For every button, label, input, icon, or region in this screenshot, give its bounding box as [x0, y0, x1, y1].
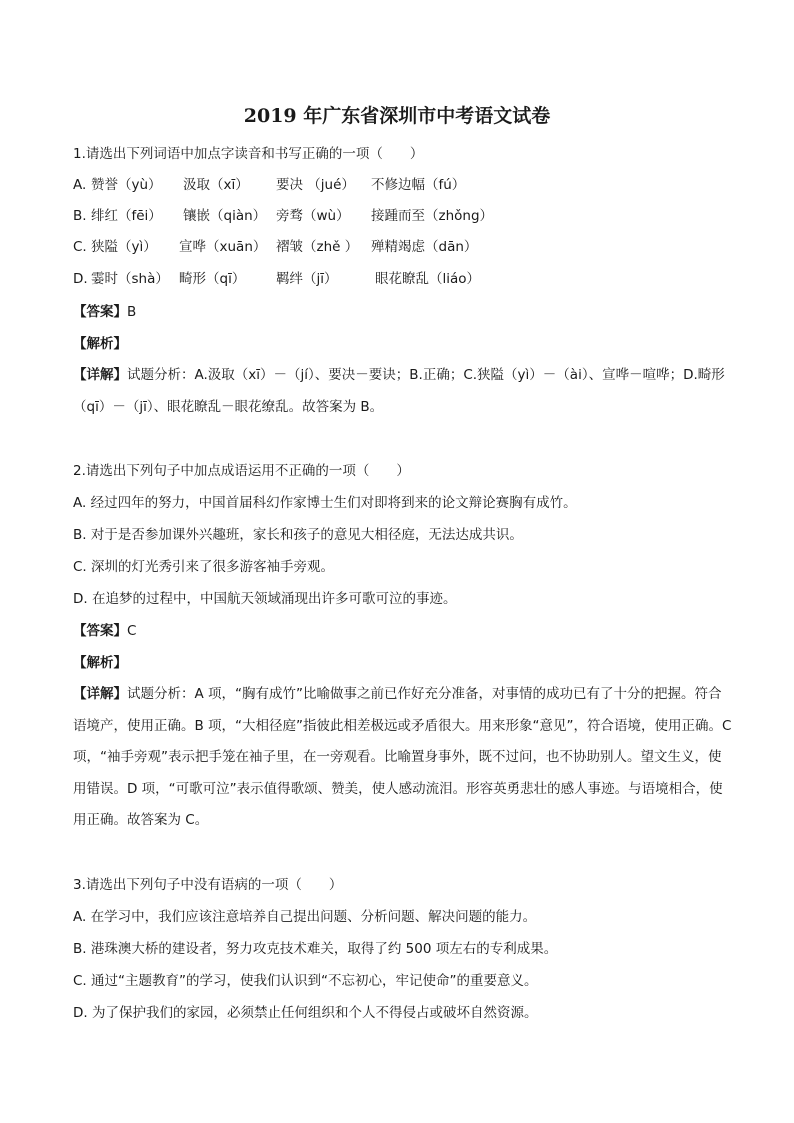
- answer-value: C: [127, 623, 137, 639]
- question-1-analysis: [73, 334, 733, 354]
- question-2-option-c: [73, 557, 733, 577]
- option-item: 羁绊（jī）: [276, 271, 338, 287]
- question-2-option-d: [73, 589, 733, 609]
- option-text: 经过四年的努力，中国首届科幻作家博士生们对即将到来的论文辩论赛胸有成竹。: [90, 495, 577, 511]
- question-2-detail: [73, 679, 733, 837]
- question-2-analysis: [73, 653, 733, 673]
- question-2-stem: 2.请选出下列句子中加点成语运用不正确的一项（ ）: [73, 463, 410, 479]
- question-2-answer: [73, 621, 733, 641]
- option-item: 赞誉（yù）: [91, 177, 162, 193]
- option-item: 绯红（fēi）: [91, 208, 162, 224]
- question-1-detail: [73, 360, 733, 423]
- analysis-tag: 【解析】: [73, 336, 127, 352]
- question-3-option-c: [73, 971, 733, 991]
- page-title: 2019 年广东省深圳市中考语文试卷: [243, 105, 551, 127]
- option-item: 要决 （jué）: [276, 177, 355, 193]
- analysis-tag: 【解析】: [73, 655, 127, 671]
- option-item: 接踵而至（zhǒng）: [371, 208, 494, 224]
- question-1-stem: 1.请选出下列词语中加点字读音和书写正确的一项（ ）: [73, 146, 424, 162]
- question-1-option-a: [73, 175, 733, 195]
- question-2-option-b: [73, 525, 733, 545]
- question-3-option-a: [73, 907, 733, 927]
- option-text: 在学习中，我们应该注意培养自己提出问题、分析问题、解决问题的能力。: [90, 909, 537, 925]
- question-3-stem: 3.请选出下列句子中没有语病的一项（ ）: [73, 877, 343, 893]
- option-item: 眼花瞭乱（liáo）: [375, 271, 481, 287]
- option-item: 镶嵌（qiàn）: [183, 208, 267, 224]
- option-item: 宣哗（xuān）: [179, 239, 267, 255]
- option-text: 深圳的灯光秀引来了很多游客袖手旁观。: [91, 559, 335, 575]
- detail-tag: 【详解】: [73, 686, 127, 702]
- question-1-answer: [73, 302, 733, 322]
- option-label: C.: [73, 239, 87, 255]
- option-label: C.: [73, 973, 87, 989]
- option-item: 霎时（shà）: [91, 271, 169, 287]
- option-label: B.: [73, 941, 87, 957]
- option-label: B.: [73, 208, 87, 224]
- option-text: 对于是否参加课外兴趣班，家长和孩子的意见大相径庭，无法达成共识。: [90, 527, 523, 543]
- detail-text: 试题分析：A 项，“胸有成竹”比喻做事之前已作好充分准备，对事情的成功已有了十分的把握。符合语境产，使用正确。B 项，“大相径庭”指彼此相差极远或矛盾很大。用来形象“意见”，符合语境，使用正确。C 项，“袖手旁观”表示把手笼在袖子里，在一旁观看。比喻置身事外，既不过问，也不协助别人。望文生义，使用错误。D 项，“可歌可泣”表示值得歌颂、赞美，使人感动流泪。形容英勇悲壮的感人事迹。与语境相合，使用正确。故答案为 C。: [73, 686, 732, 828]
- option-item: 汲取（xī）: [183, 177, 249, 193]
- question-1-option-b: [73, 206, 733, 226]
- detail-tag: 【详解】: [73, 367, 127, 383]
- option-text: 在追梦的过程中，中国航天领域涌现出许多可歌可泣的事迹。: [91, 591, 457, 607]
- detail-text: 试题分析：A.汲取（xī）－（jí）、要决－要诀；B.正确；C.狭隘（yì）－（ài）、宣哗－喧哗；D.畸形（qī）－（jī）、眼花瞭乱－眼花缭乱。故答案为 B。: [73, 367, 725, 415]
- option-label: D.: [73, 1005, 88, 1021]
- option-label: A.: [73, 909, 87, 925]
- question-3-option-b: [73, 939, 733, 959]
- question-3-option-d: [73, 1003, 733, 1023]
- option-item: 狭隘（yì）: [91, 239, 157, 255]
- question-2-option-a: [73, 493, 733, 513]
- option-text: 为了保护我们的家园，必须禁止任何组织和个人不得侵占或破坏自然资源。: [91, 1005, 538, 1021]
- option-text: 港珠澳大桥的建设者，努力攻克技术难关，取得了约 500 项左右的专利成果。: [90, 941, 558, 957]
- option-label: D.: [73, 271, 88, 287]
- option-label: A.: [73, 177, 87, 193]
- answer-value: B: [127, 304, 137, 320]
- option-item: 畸形（qī）: [179, 271, 246, 287]
- option-item: 褶皱（zhě ）: [276, 239, 359, 255]
- question-1-option-d: [73, 269, 733, 289]
- option-label: A.: [73, 495, 87, 511]
- option-item: 旁骛（wù）: [276, 208, 350, 224]
- option-item: 不修边幅（fú）: [371, 177, 466, 193]
- option-label: D.: [73, 591, 88, 607]
- answer-tag: 【答案】: [73, 623, 127, 639]
- question-1-option-c: [73, 237, 733, 257]
- option-item: 殚精竭虑（dān）: [371, 239, 478, 255]
- option-label: B.: [73, 527, 87, 543]
- option-text: 通过“主题教育”的学习，使我们认识到“不忘初心，牢记使命”的重要意义。: [91, 973, 538, 989]
- answer-tag: 【答案】: [73, 304, 127, 320]
- option-label: C.: [73, 559, 87, 575]
